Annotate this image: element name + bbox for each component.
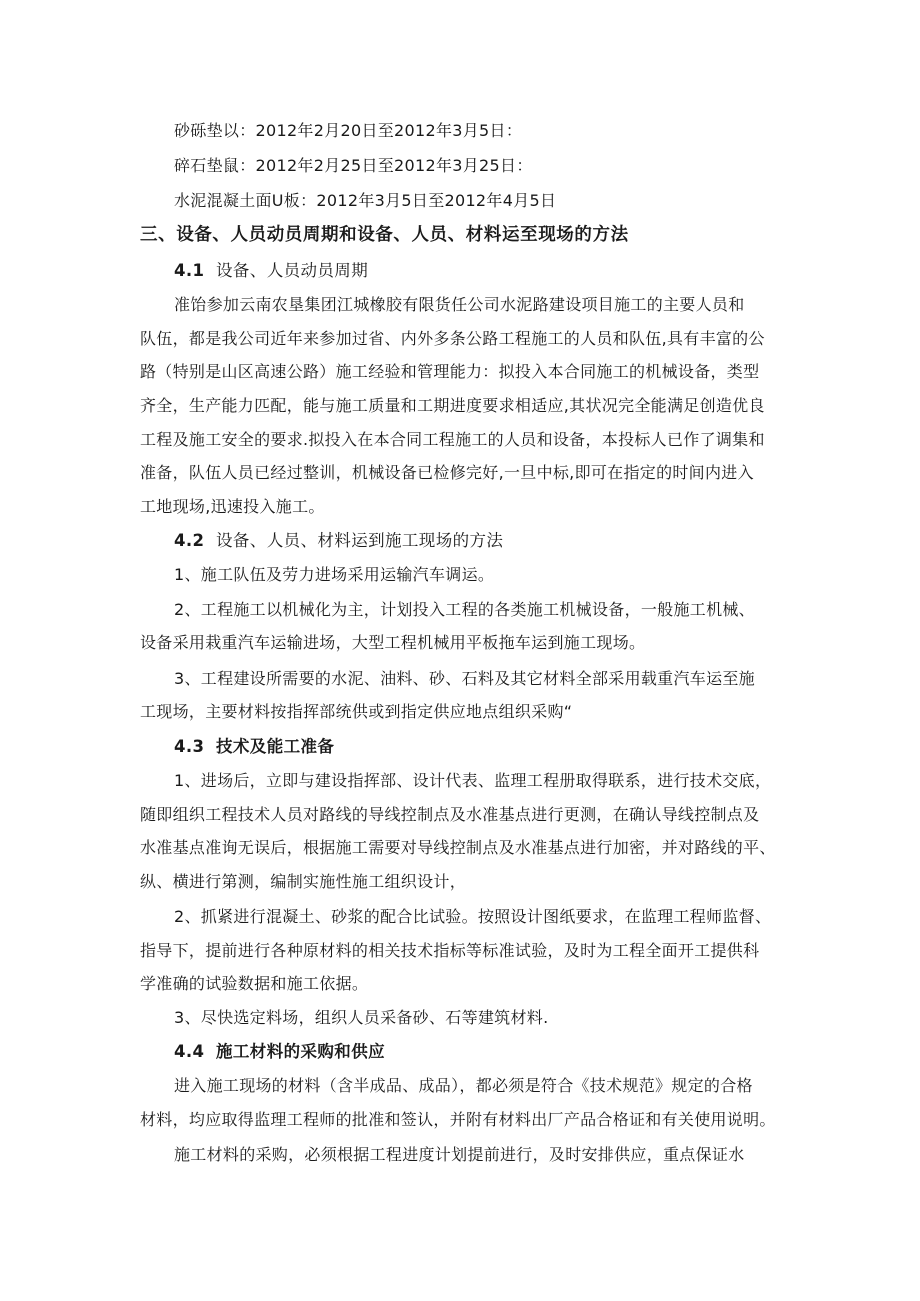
paragraph-line: 准饴参加云南农垦集团江城橡胶有限货任公司水泥路建设项目施工的主要人员和 <box>174 295 745 314</box>
subsection-heading-4-3 <box>174 737 334 757</box>
paragraph-line: 1、进场后，立即与建设指挥部、设计代表、监理工程册取得联系，进行技术交底， <box>174 771 772 790</box>
subsection-title: 施工材料的采购和供应 <box>216 1042 385 1061</box>
paragraph-line: 2、抓紧进行混凝土、砂浆的配合比试验。按照设计图纸要求，在监理工程师监督、 <box>174 907 772 926</box>
subsection-number: 4.3 <box>174 737 205 756</box>
schedule-line-gravel-cushion: 砂砾垫以：2012年2月20日至2012年3月5日： <box>174 121 523 140</box>
paragraph-line: 工地现场,迅速投入施工。 <box>140 497 325 516</box>
paragraph-line: 1、施工队伍及劳力进场采用运输汽车调运。 <box>174 565 495 584</box>
schedule-line-crushed-stone: 碎石垫鼠：2012年2月25日至2012年3月25日： <box>174 156 533 175</box>
paragraph-line: 水准基点准询无误后，根据施工需要对导线控制点及水准基点进行加密，并对路线的平、 <box>140 838 776 857</box>
subsection-heading-4-4 <box>174 1042 385 1062</box>
paragraph-line: 齐全，生产能力匹配，能与施工质量和工期进度要求相适应,其状况完全能满足创造优良 <box>140 396 765 415</box>
subsection-title: 设备、人员动员周期 <box>216 261 369 280</box>
paragraph-line: 材料，均应取得监理工程师的批准和签认，并附有材料出厂产品合格证和有关使用说明。 <box>140 1110 776 1129</box>
paragraph-line: 3、工程建设所需要的水泥、油料、砂、石料及其它材料全部采用载重汽车运至施 <box>174 669 755 688</box>
paragraph-line: 工现场，主要材料按指挥部统供或到指定供应地点组织采购“ <box>140 702 573 721</box>
paragraph-line: 队伍，都是我公司近年来参加过省、内外多条公路工程施工的人员和队伍,具有丰富的公 <box>140 329 765 348</box>
paragraph-line: 纵、横进行第测，编制实施性施工组织设计， <box>140 872 467 891</box>
section-heading-3: 三、设备、人员动员周期和设备、人员、材料运至现场的方法 <box>140 225 629 245</box>
paragraph-line: 准备，队伍人员已经过整训，机械设备已检修完好,一旦中标,即可在指定的时间内进入 <box>140 463 754 482</box>
subsection-number: 4.2 <box>174 531 205 550</box>
paragraph-line: 随即组织工程技术人员对路线的导线控制点及水准基点进行更测，在确认导线控制点及 <box>140 805 760 824</box>
paragraph-line: 2、工程施工以机械化为主，计划投入工程的各类施工机械设备，一般施工机械、 <box>174 600 755 619</box>
paragraph-line: 施工材料的采购，必须根据工程进度计划提前进行，及时安排供应，重点保证水 <box>174 1145 745 1164</box>
paragraph-line: 进入施工现场的材料（含半成品、成品），都必须是符合《技术规范》规定的合格 <box>174 1076 753 1095</box>
paragraph-line: 设备采用栽重汽车运输进场，大型工程机械用平板拖车运到施工现场。 <box>140 633 646 652</box>
subsection-title: 设备、人员、材料运到施工现场的方法 <box>216 531 504 550</box>
paragraph-line: 学准确的试验数据和施工依据。 <box>140 974 369 993</box>
paragraph-line: 工程及施工安全的要求.拟投入在本合同工程施工的人员和设备，本投标人已作了调集和 <box>140 430 765 449</box>
subsection-heading-4-1 <box>174 261 368 281</box>
schedule-line-concrete-slab: 水泥混凝土面U板：2012年3月5日至2012年4月5日 <box>174 191 557 210</box>
paragraph-line: 指导下，提前进行各种原材料的相关技术指标等标准试验，及时为工程全面开工提供科 <box>140 941 760 960</box>
subsection-number: 4.4 <box>174 1042 205 1061</box>
paragraph-line: 3、尽快选定料场，组织人员采备砂、石等建筑材料. <box>174 1008 549 1027</box>
subsection-number: 4.1 <box>174 261 205 280</box>
paragraph-line: 路（特别是山区高速公路）施工经验和管理能力：拟投入本合同施工的机械设备，类型 <box>140 362 760 381</box>
subsection-title: 技术及能工准备 <box>216 737 335 756</box>
subsection-heading-4-2 <box>174 531 503 551</box>
